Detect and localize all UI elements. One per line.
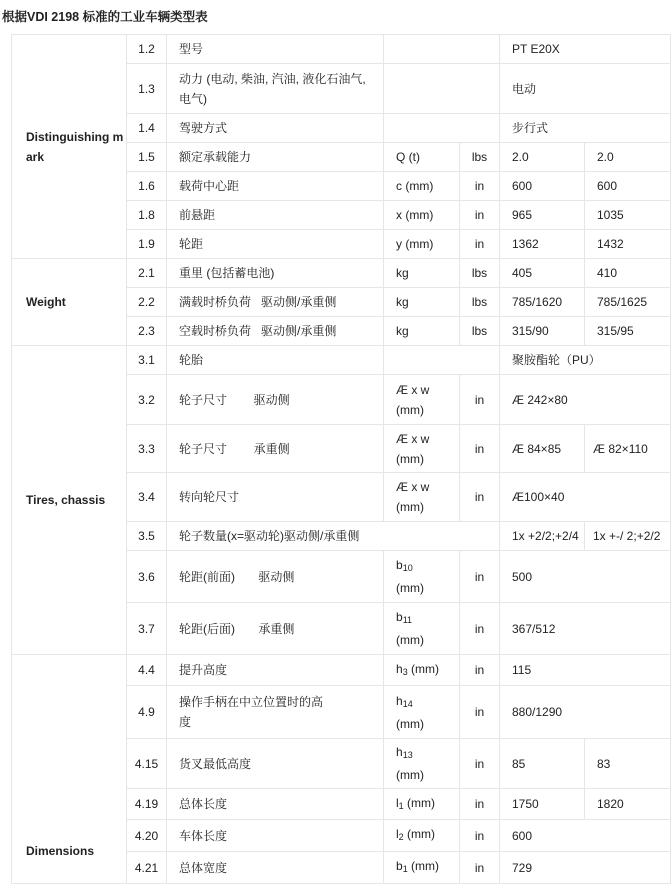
row-label: 提升高度	[167, 655, 384, 686]
row-value: 115	[500, 655, 671, 686]
row-symbol: $l_2$ (mm)	[384, 820, 460, 852]
row-number: 3.3	[127, 425, 167, 473]
row-value-1: 85	[500, 739, 585, 789]
label-line-2: 度	[179, 715, 192, 729]
row-symbol	[384, 346, 500, 375]
row-label: 轮子数量(x=驱动轮)驱动侧/承重侧	[167, 522, 500, 551]
row-symbol	[384, 551, 460, 603]
row-number: 2.3	[127, 317, 167, 346]
row-label: 型号	[167, 35, 384, 64]
row-label: 轮子尺寸 承重侧	[167, 425, 384, 473]
row-number: 1.9	[127, 230, 167, 259]
row-value-1: 1362	[500, 230, 585, 259]
row-label: 驾驶方式	[167, 114, 384, 143]
row-value: 600	[500, 820, 671, 852]
row-unit: in	[460, 230, 500, 259]
symbol-line-1: $h_{13}$	[396, 745, 413, 760]
row-value: 880/1290	[500, 686, 671, 739]
symbol-line-2: (mm)	[396, 768, 424, 782]
row-symbol: y (mm)	[384, 230, 460, 259]
row-symbol	[384, 603, 460, 655]
row-unit: lbs	[460, 288, 500, 317]
row-number: 4.21	[127, 852, 167, 884]
row-value-1: 1750	[500, 789, 585, 820]
symbol-line-2: (mm)	[396, 716, 424, 731]
row-number: 4.20	[127, 820, 167, 852]
row-symbol: $b_1$ (mm)	[384, 852, 460, 884]
row-value-2: Æ 82×110	[585, 425, 671, 473]
row-value-1: 2.0	[500, 143, 585, 172]
row-number: 4.4	[127, 655, 167, 686]
row-number: 1.6	[127, 172, 167, 201]
row-value: 367/512	[500, 603, 671, 655]
symbol-line-2: (mm)	[396, 402, 424, 417]
row-symbol: kg	[384, 259, 460, 288]
row-unit: in	[460, 655, 500, 686]
row-unit: in	[460, 425, 500, 473]
row-value-2: 1432	[585, 230, 671, 259]
row-symbol: $l_1$ (mm)	[384, 789, 460, 820]
table-row	[12, 346, 671, 375]
row-number: 3.4	[127, 473, 167, 522]
table-row	[12, 259, 671, 288]
row-label: 载荷中心距	[167, 172, 384, 201]
row-value: Æ100×40	[500, 473, 671, 522]
row-value-1: Æ 84×85	[500, 425, 585, 473]
row-number: 2.2	[127, 288, 167, 317]
row-value-1: 600	[500, 172, 585, 201]
symbol-line-1: Æ x w	[396, 382, 430, 397]
row-value-1: 315/90	[500, 317, 585, 346]
row-number: 4.9	[127, 686, 167, 739]
row-value-1: 965	[500, 201, 585, 230]
row-symbol	[384, 739, 460, 789]
row-value-1: 785/1620	[500, 288, 585, 317]
row-label	[167, 686, 384, 739]
row-symbol	[384, 64, 500, 114]
row-number: 1.3	[127, 64, 167, 114]
row-value-2: 785/1625	[585, 288, 671, 317]
row-value-2: 83	[585, 739, 671, 789]
row-number: 3.5	[127, 522, 167, 551]
row-value: 729	[500, 852, 671, 884]
row-label: 总体宽度	[167, 852, 384, 884]
row-label: 轮胎	[167, 346, 384, 375]
row-symbol	[384, 686, 460, 739]
row-unit: lbs	[460, 317, 500, 346]
table-row	[12, 655, 671, 686]
row-symbol: Q (t)	[384, 143, 460, 172]
row-value: 步行式	[500, 114, 671, 143]
row-value-2: 1820	[585, 789, 671, 820]
row-label: 总体长度	[167, 789, 384, 820]
row-value: 聚胺酯轮（PU）	[500, 346, 671, 375]
row-label: 轮距	[167, 230, 384, 259]
row-unit: in	[460, 852, 500, 884]
row-number: 3.1	[127, 346, 167, 375]
row-label: 轮子尺寸 驱动侧	[167, 375, 384, 425]
symbol-line-2: (mm)	[396, 581, 424, 595]
row-symbol: kg	[384, 317, 460, 346]
row-value: PT E20X	[500, 35, 671, 64]
row-value-1: 405	[500, 259, 585, 288]
row-symbol: x (mm)	[384, 201, 460, 230]
row-symbol	[384, 425, 460, 473]
symbol-line-1: Æ x w	[396, 431, 430, 446]
row-unit: in	[460, 739, 500, 789]
row-symbol: c (mm)	[384, 172, 460, 201]
row-value: 电动	[500, 64, 671, 114]
row-symbol	[384, 375, 460, 425]
symbol-line-2: (mm)	[396, 500, 424, 514]
row-label: 轮距(前面) 驱动侧	[167, 551, 384, 603]
row-value-2: 2.0	[585, 143, 671, 172]
row-number: 2.1	[127, 259, 167, 288]
page-title: 根据VDI 2198 标准的工业车辆类型表	[2, 10, 208, 24]
row-label: 重里 (包括蓄电池)	[167, 259, 384, 288]
row-symbol	[384, 114, 500, 143]
row-value-2: 1x +-/ 2;+2/2	[585, 522, 671, 551]
row-number: 3.2	[127, 375, 167, 425]
row-unit: in	[460, 686, 500, 739]
row-unit: lbs	[460, 143, 500, 172]
row-unit: in	[460, 172, 500, 201]
row-number: 1.2	[127, 35, 167, 64]
row-number: 3.6	[127, 551, 167, 603]
group-distinguishing-mark: Distinguishing mark	[12, 35, 127, 259]
row-number: 4.19	[127, 789, 167, 820]
row-label: 车体长度	[167, 820, 384, 852]
symbol-line-1: $b_{10}$	[396, 558, 413, 573]
table-row	[12, 35, 671, 64]
row-unit: in	[460, 375, 500, 425]
row-unit: in	[460, 603, 500, 655]
row-value: Æ 242×80	[500, 375, 671, 425]
symbol-line-2: (mm)	[396, 633, 424, 647]
spec-table	[11, 34, 671, 884]
row-value-2: 410	[585, 259, 671, 288]
group-dimensions: Dimensions	[12, 655, 127, 884]
row-unit: in	[460, 820, 500, 852]
group-weight: Weight	[12, 259, 127, 346]
symbol-line-2: (mm)	[396, 451, 424, 466]
row-unit: in	[460, 789, 500, 820]
row-number: 4.15	[127, 739, 167, 789]
row-label: 动力 (电动, 柴油, 汽油, 液化石油气,电气)	[167, 64, 384, 114]
label-line-1: 操作手柄在中立位置时的高	[179, 695, 324, 709]
row-unit: in	[460, 473, 500, 522]
row-value-1: 1x +2/2;+2/4	[500, 522, 585, 551]
group-tires-chassis: Tires, chassis	[12, 346, 127, 655]
row-label: 满载时桥负荷 驱动侧/承重侧	[167, 288, 384, 317]
row-number: 1.4	[127, 114, 167, 143]
row-label: 空载时桥负荷 驱动侧/承重侧	[167, 317, 384, 346]
row-label: 轮距(后面) 承重侧	[167, 603, 384, 655]
row-value: 500	[500, 551, 671, 603]
row-symbol: kg	[384, 288, 460, 317]
row-symbol: $h_3$ (mm)	[384, 655, 460, 686]
row-symbol	[384, 473, 460, 522]
symbol-line-1: $h_{14}$	[396, 693, 413, 709]
row-symbol	[384, 35, 500, 64]
symbol-line-1: $b_{11}$	[396, 610, 413, 625]
row-label: 货叉最低高度	[167, 739, 384, 789]
row-label: 前悬距	[167, 201, 384, 230]
row-number: 1.5	[127, 143, 167, 172]
symbol-line-1: Æ x w	[396, 480, 430, 494]
row-unit: in	[460, 551, 500, 603]
row-value-2: 1035	[585, 201, 671, 230]
row-value-2: 600	[585, 172, 671, 201]
row-label: 转向轮尺寸	[167, 473, 384, 522]
row-unit: in	[460, 201, 500, 230]
row-unit: lbs	[460, 259, 500, 288]
row-number: 1.8	[127, 201, 167, 230]
row-label: 额定承载能力	[167, 143, 384, 172]
row-value-2: 315/95	[585, 317, 671, 346]
row-number: 3.7	[127, 603, 167, 655]
